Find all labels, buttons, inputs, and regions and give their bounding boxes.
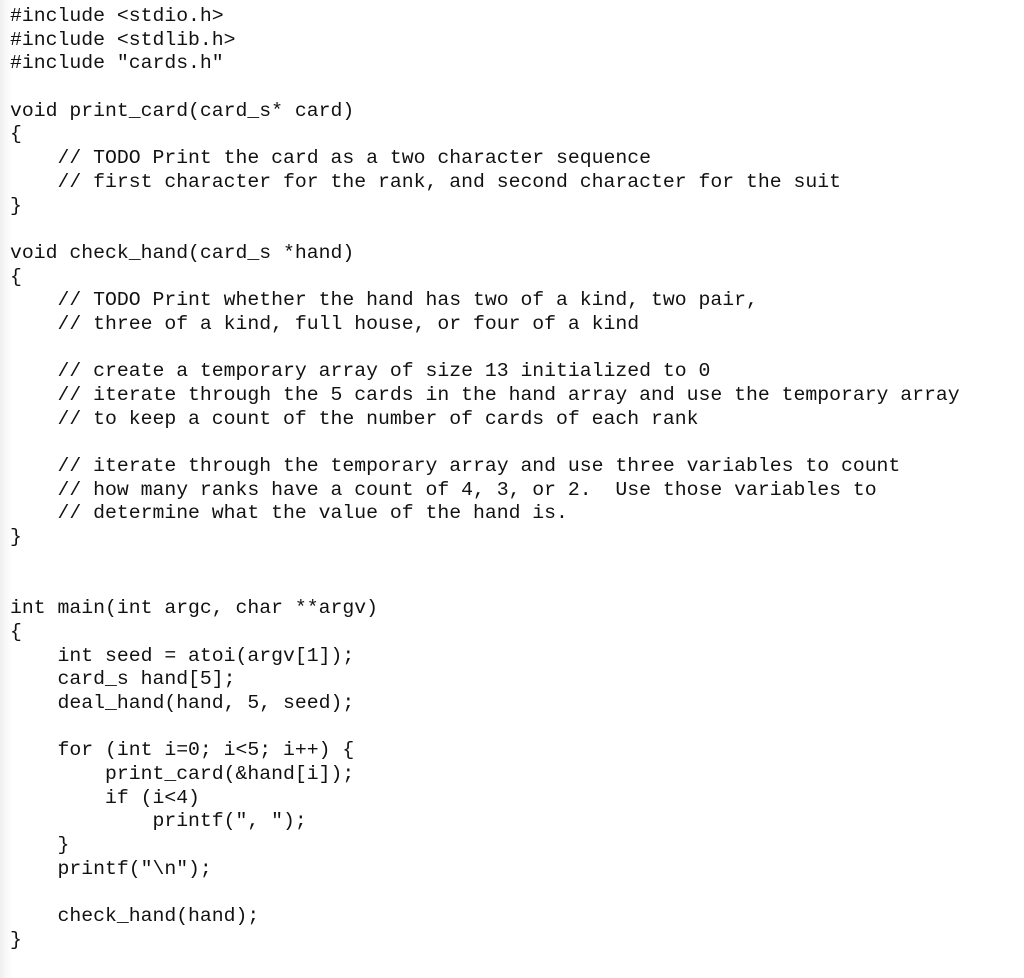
code-line: // first character for the rank, and second character for the suit xyxy=(10,170,841,193)
code-line: printf(", "); xyxy=(10,810,307,833)
code-line: // TODO Print whether the hand has two of a kind, two pair, xyxy=(10,289,758,312)
code-line: // determine what the value of the hand is. xyxy=(10,502,568,525)
code-line: card_s hand[5]; xyxy=(10,668,236,691)
code-line xyxy=(10,574,960,598)
code-line: // iterate through the temporary array and use three variables to count xyxy=(10,455,901,478)
code-line: printf("\n"); xyxy=(10,857,212,880)
code-line: { xyxy=(10,123,22,146)
code-line: // to keep a count of the number of cards of each rank xyxy=(10,407,699,430)
code-line: #include <stdlib.h> xyxy=(10,28,236,51)
code-line: void check_hand(card_s *hand) xyxy=(10,241,355,264)
code-line: int seed = atoi(argv[1]); xyxy=(10,644,355,667)
code-line: } xyxy=(10,834,70,857)
code-line: void print_card(card_s* card) xyxy=(10,99,355,122)
code-line: } xyxy=(10,194,22,217)
code-line: if (i<4) xyxy=(10,786,200,809)
code-line xyxy=(10,218,960,242)
code-line: // create a temporary array of size 13 initialized to 0 xyxy=(10,360,711,383)
code-line: // TODO Print the card as a two character sequence xyxy=(10,147,652,170)
code-line: // three of a kind, full house, or four of a kind xyxy=(10,312,640,335)
code-line xyxy=(10,76,960,100)
code-block xyxy=(10,5,960,953)
code-line: } xyxy=(10,928,22,951)
code-line: check_hand(hand); xyxy=(10,905,260,928)
code-line xyxy=(10,881,960,905)
code-line: } xyxy=(10,526,22,549)
code-line xyxy=(10,431,960,455)
code-line: { xyxy=(10,620,22,643)
code-line xyxy=(10,550,960,574)
code-line: deal_hand(hand, 5, seed); xyxy=(10,691,355,714)
code-line: int main(int argc, char **argv) xyxy=(10,597,378,620)
code-line: // iterate through the 5 cards in the hand array and use the temporary array xyxy=(10,384,960,406)
code-line xyxy=(10,716,960,740)
code-line: // how many ranks have a count of 4, 3, or 2. Use those variables to xyxy=(10,478,877,501)
code-line xyxy=(10,337,960,361)
code-line: print_card(&hand[i]); xyxy=(10,763,355,785)
code-line: for (int i=0; i<5; i++) { xyxy=(10,739,355,762)
code-line: { xyxy=(10,265,22,288)
code-line: #include <stdio.h> xyxy=(10,5,224,27)
code-line: #include "cards.h" xyxy=(10,52,224,75)
